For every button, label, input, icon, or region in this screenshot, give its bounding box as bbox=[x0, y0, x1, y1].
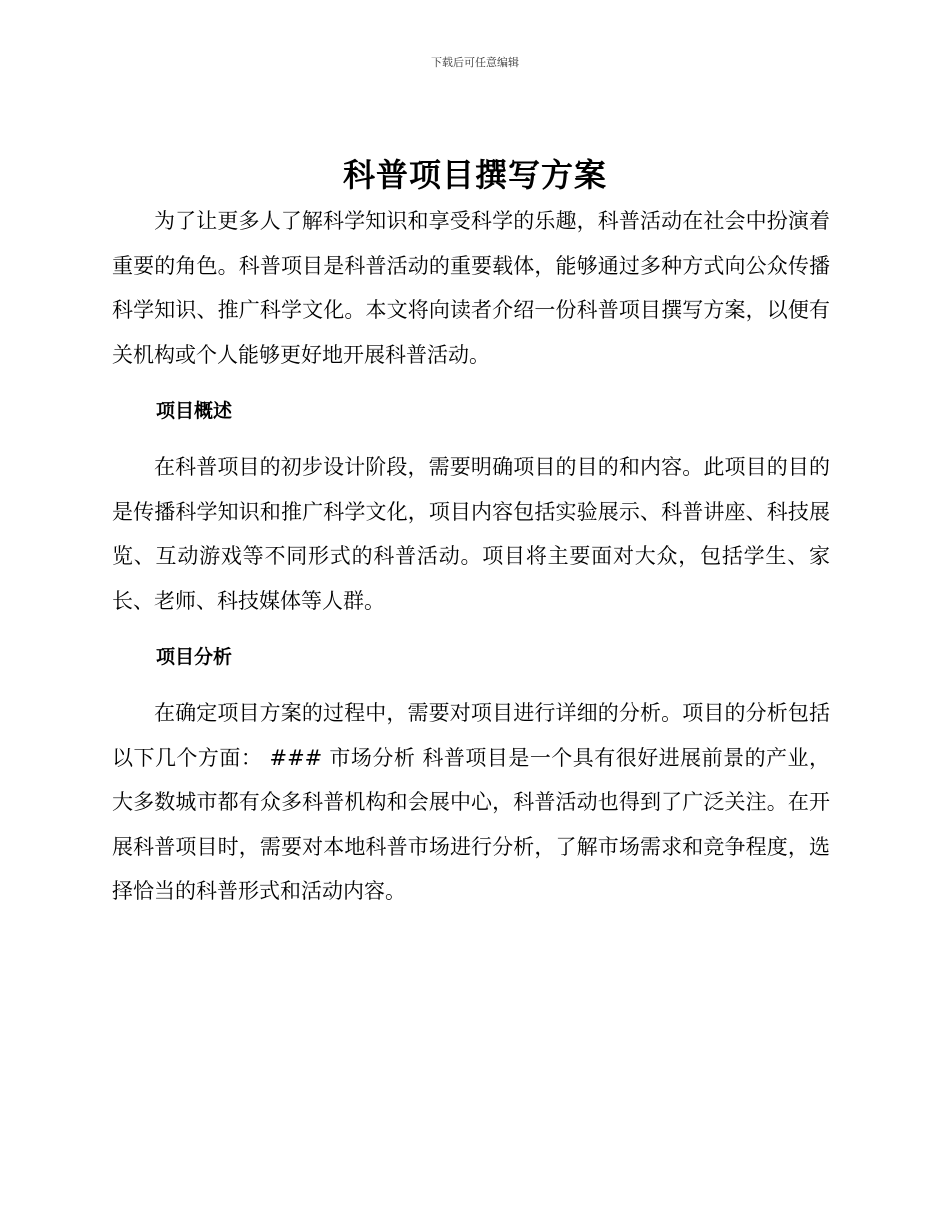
section-paragraph-overview: 在科普项目的初步设计阶段，需要明确项目的目的和内容。此项目的目的是传播科学知识和推广科学文化，项目内容包括实验展示、科普讲座、科技展览、互动游戏等不同形式的科普活动。项目将主要面对大众，包括学生、家长、老师、科技媒体等人群。 bbox=[112, 455, 830, 613]
section-heading-analysis: 项目分析 bbox=[156, 646, 233, 668]
section-paragraph-analysis: 在确定项目方案的过程中，需要对项目进行详细的分析。项目的分析包括以下几个方面： ### 市场分析 科普项目是一个具有很好进展前景的产业，大多数城市都有众多科普机构和会展中心，科普活动也得到了广泛关注。在开展科普项目时，需要对本地科普市场进行分析，了解市场需求和竞争程度，选择恰当的科普形式和活动内容。 bbox=[112, 701, 830, 903]
section-heading-overview: 项目概述 bbox=[156, 400, 233, 422]
intro-paragraph: 为了让更多人了解科学知识和享受科学的乐趣，科普活动在社会中扮演着重要的角色。科普项目是科普活动的重要载体，能够通过多种方式向公众传播科学知识、推广科学文化。本文将向读者介绍一份科普项目撰写方案，以便有关机构或个人能够更好地开展科普活动。 bbox=[112, 209, 830, 367]
document-body bbox=[112, 199, 830, 914]
document-title: 科普项目撰写方案 bbox=[342, 156, 607, 194]
page-header-note: 下载后可任意编辑 bbox=[431, 56, 519, 69]
